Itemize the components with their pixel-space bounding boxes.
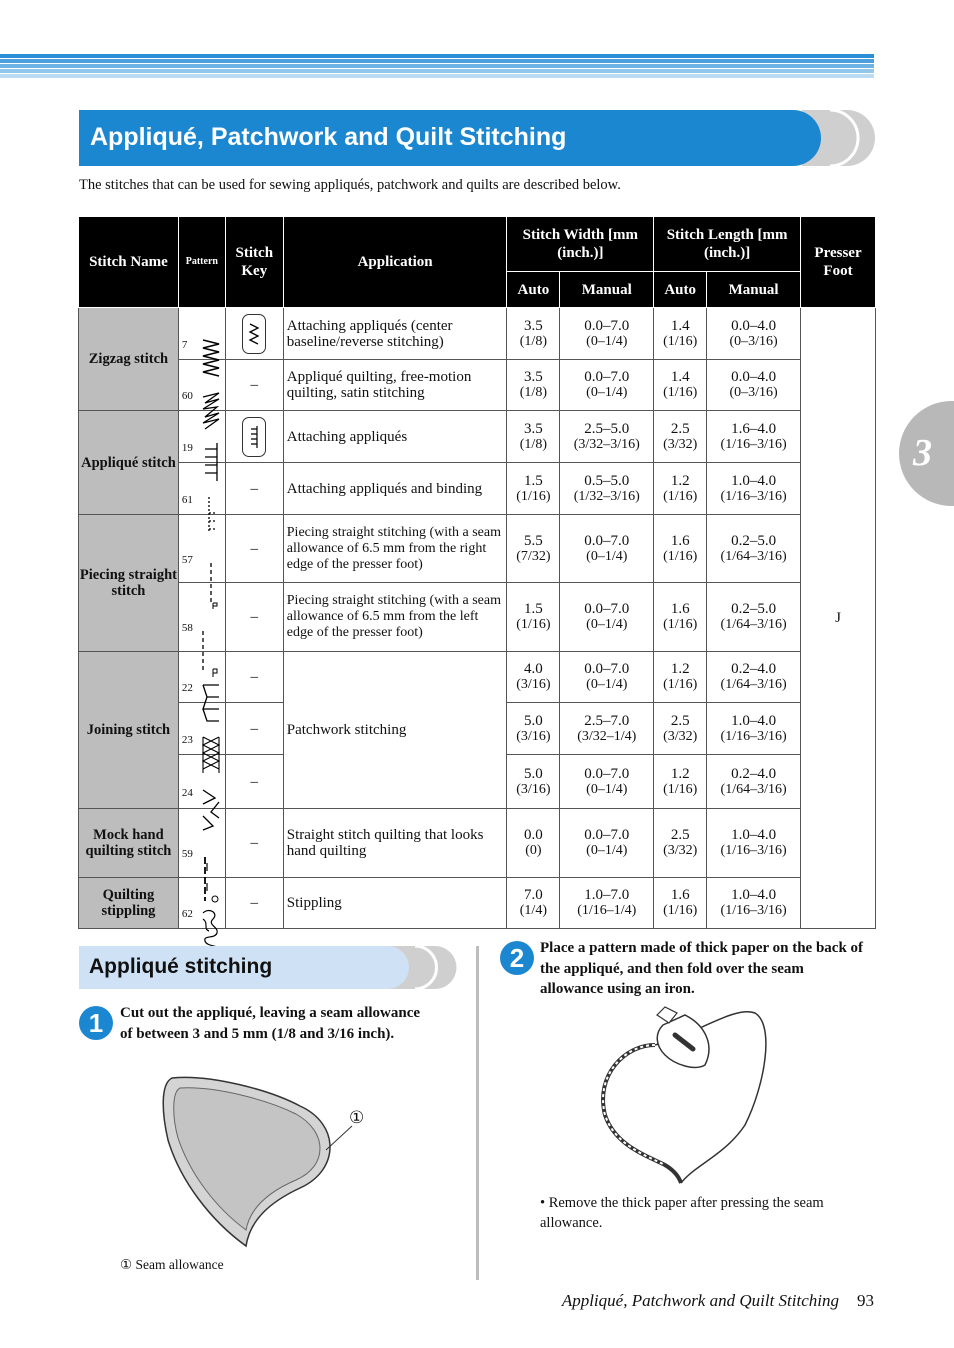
satin-pattern-icon: [199, 389, 223, 433]
length-manual-cell: 1.0–4.0 (1/16–3/16): [707, 809, 801, 878]
length-manual-cell: 1.6–4.0 (1/16–3/16): [707, 411, 801, 463]
stitch-name: Joining stitch: [79, 652, 179, 809]
stitch-name: Quilting stippling: [79, 878, 179, 929]
width-manual-cell: 0.0–7.0 (0–1/4): [560, 515, 654, 583]
zigzag-pattern-icon: [199, 338, 223, 382]
length-manual-cell: 0.2–5.0 (1/64–3/16): [707, 583, 801, 652]
stitch-key-cell: –: [225, 515, 283, 583]
length-auto-cell: 1.6 (1/16): [654, 583, 707, 652]
piecing-right-pattern-icon: [199, 553, 223, 613]
stitch-key-cell: –: [225, 652, 283, 703]
stitch-key-cell: –: [225, 583, 283, 652]
length-manual-cell: 0.0–4.0 (0–3/16): [707, 308, 801, 360]
page-number: 93: [857, 1291, 874, 1310]
header-width-manual: Manual: [560, 272, 654, 308]
length-manual-cell: 1.0–4.0 (1/16–3/16): [707, 463, 801, 515]
length-manual-cell: 0.2–4.0 (1/64–3/16): [707, 652, 801, 703]
applique-pattern-icon: [199, 441, 223, 485]
width-manual-cell: 1.0–7.0 (1/16–1/4): [560, 878, 654, 929]
column-divider: [476, 946, 479, 1280]
width-manual-cell: 0.0–7.0 (0–1/4): [560, 360, 654, 411]
width-auto-cell: 3.5 (1/8): [507, 308, 560, 360]
chapter-tab: 3: [899, 401, 954, 506]
length-auto-cell: 1.2 (1/16): [654, 755, 707, 809]
step-2-text: Place a pattern made of thick paper on the back of the appliqué, and then fold over the seam allowance using an iron.: [540, 940, 864, 997]
pattern-cell: 61: [178, 463, 225, 515]
width-auto-cell: 4.0 (3/16): [507, 652, 560, 703]
step-2-badge: 2: [500, 941, 534, 975]
application-cell: Attaching appliqués and binding: [283, 463, 507, 515]
pattern-cell: 22: [178, 652, 225, 703]
header-presser-foot: Presser Foot: [801, 217, 876, 308]
width-auto-cell: 5.5 (7/32): [507, 515, 560, 583]
stitch-key-cell: [225, 411, 283, 463]
binding-pattern-icon: [199, 493, 223, 537]
width-manual-cell: 0.0–7.0 (0–1/4): [560, 308, 654, 360]
footer-title: Appliqué, Patchwork and Quilt Stitching: [561, 1291, 839, 1310]
width-manual-cell: 2.5–7.0 (3/32–1/4): [560, 703, 654, 755]
applique-cutout-illustration: [150, 1070, 380, 1250]
pattern-cell: 19: [178, 411, 225, 463]
header-length-manual: Manual: [707, 272, 801, 308]
stitch-name: Piecing straight stitch: [79, 515, 179, 652]
width-auto-cell: 5.0 (3/16): [507, 755, 560, 809]
length-auto-cell: 1.6 (1/16): [654, 515, 707, 583]
header-stitch-key: Stitch Key: [225, 217, 283, 308]
length-auto-cell: 2.5 (3/32): [654, 411, 707, 463]
length-auto-cell: 1.2 (1/16): [654, 463, 707, 515]
width-manual-cell: 0.5–5.0 (1/32–3/16): [560, 463, 654, 515]
header-width-auto: Auto: [507, 272, 560, 308]
stitch-name: Appliqué stitch: [79, 411, 179, 515]
stitch-key-cell: –: [225, 755, 283, 809]
feather-pattern-icon: [199, 733, 223, 777]
length-manual-cell: 0.2–4.0 (1/64–3/16): [707, 755, 801, 809]
page-title-bar: [79, 110, 821, 166]
stitch-key-cell: –: [225, 360, 283, 411]
intro-text: The stitches that can be used for sewing appliqués, patchwork and quilts are described below.: [79, 177, 621, 193]
application-cell: Patchwork stitching: [283, 652, 507, 809]
header-length-auto: Auto: [654, 272, 707, 308]
pattern-cell: 24: [178, 755, 225, 809]
width-manual-cell: 0.0–7.0 (0–1/4): [560, 809, 654, 878]
width-auto-cell: 0.0 (0): [507, 809, 560, 878]
header-pattern: Pattern: [178, 217, 225, 308]
stitch-name: Zigzag stitch: [79, 308, 179, 411]
section-title-bar: [79, 946, 409, 989]
pattern-cell: 57: [178, 515, 225, 583]
width-manual-cell: 0.0–7.0 (0–1/4): [560, 755, 654, 809]
width-auto-cell: 5.0 (3/16): [507, 703, 560, 755]
width-auto-cell: 1.5 (1/16): [507, 463, 560, 515]
length-auto-cell: 1.2 (1/16): [654, 652, 707, 703]
application-cell: Attaching appliqués: [283, 411, 507, 463]
length-auto-cell: 2.5 (3/32): [654, 809, 707, 878]
pattern-cell: 23: [178, 703, 225, 755]
stitch-key-cell: –: [225, 878, 283, 929]
pattern-cell: 59: [178, 809, 225, 878]
width-auto-cell: 3.5 (1/8): [507, 360, 560, 411]
width-auto-cell: 1.5 (1/16): [507, 583, 560, 652]
application-cell: Piecing straight stitching (with a seam allowance of 6.5 mm from the right edge of the presser foot): [283, 515, 507, 583]
length-manual-cell: 1.0–4.0 (1/16–3/16): [707, 878, 801, 929]
width-manual-cell: 0.0–7.0 (0–1/4): [560, 652, 654, 703]
header-stitch-width: Stitch Width [mm (inch.)]: [507, 217, 654, 272]
stitch-key-icon: [242, 417, 266, 457]
page-footer: [562, 1291, 874, 1311]
mock-hand-quilting-pattern-icon: [199, 847, 223, 907]
header-stitch-name: Stitch Name: [79, 217, 179, 308]
width-auto-cell: 7.0 (1/4): [507, 878, 560, 929]
stitch-key-cell: –: [225, 809, 283, 878]
top-decorative-band: [0, 54, 874, 82]
table-row: [79, 308, 876, 360]
joining-pattern-icon: [199, 681, 223, 725]
section-title: Appliqué stitching: [89, 955, 273, 978]
length-auto-cell: 2.5 (3/32): [654, 703, 707, 755]
length-manual-cell: 0.2–5.0 (1/64–3/16): [707, 515, 801, 583]
pattern-cell: 58: [178, 583, 225, 652]
note-text: • Remove the thick paper after pressing the seam allowance.: [540, 1195, 824, 1231]
application-cell: Piecing straight stitching (with a seam allowance of 6.5 mm from the left edge of the presser foot): [283, 583, 507, 652]
application-cell: Straight stitch quilting that looks hand quilting: [283, 809, 507, 878]
header-application: Application: [283, 217, 507, 308]
seam-allowance-callout: ①: [349, 1108, 365, 1127]
length-auto-cell: 1.6 (1/16): [654, 878, 707, 929]
stitch-key-cell: [225, 308, 283, 360]
page-title: Appliqué, Patchwork and Quilt Stitching: [90, 123, 567, 151]
length-auto-cell: 1.4 (1/16): [654, 308, 707, 360]
seam-allowance-caption: ① Seam allowance: [120, 1257, 224, 1272]
application-cell: Appliqué quilting, free-motion quilting, satin stitching: [283, 360, 507, 411]
stitch-table: [78, 216, 876, 929]
step-1-badge: 1: [79, 1006, 113, 1040]
width-auto-cell: 3.5 (1/8): [507, 411, 560, 463]
stippling-pattern-icon: [199, 907, 223, 951]
piecing-left-pattern-icon: [199, 621, 223, 681]
length-auto-cell: 1.4 (1/16): [654, 360, 707, 411]
length-manual-cell: 1.0–4.0 (1/16–3/16): [707, 703, 801, 755]
pattern-cell: 7: [178, 308, 225, 360]
pattern-cell: 60: [178, 360, 225, 411]
application-cell: Stippling: [283, 878, 507, 929]
presser-foot-cell: J: [801, 308, 876, 929]
application-cell: Attaching appliqués (center baseline/reverse stitching): [283, 308, 507, 360]
stitch-key-cell: –: [225, 703, 283, 755]
pattern-cell: 62: [178, 878, 225, 929]
width-manual-cell: 0.0–7.0 (0–1/4): [560, 583, 654, 652]
stitch-name: Mock hand quilting stitch: [79, 809, 179, 878]
header-stitch-length: Stitch Length [mm (inch.)]: [654, 217, 801, 272]
length-manual-cell: 0.0–4.0 (0–3/16): [707, 360, 801, 411]
step-1-text: Cut out the appliqué, leaving a seam allowance of between 3 and 5 mm (1/8 and 3/16 inch).: [120, 1005, 421, 1042]
width-manual-cell: 2.5–5.0 (3/32–3/16): [560, 411, 654, 463]
iron-folding-illustration: [595, 1005, 795, 1185]
stitch-key-cell: –: [225, 463, 283, 515]
herringbone-pattern-icon: [199, 786, 223, 832]
stitch-key-icon: [242, 314, 266, 354]
